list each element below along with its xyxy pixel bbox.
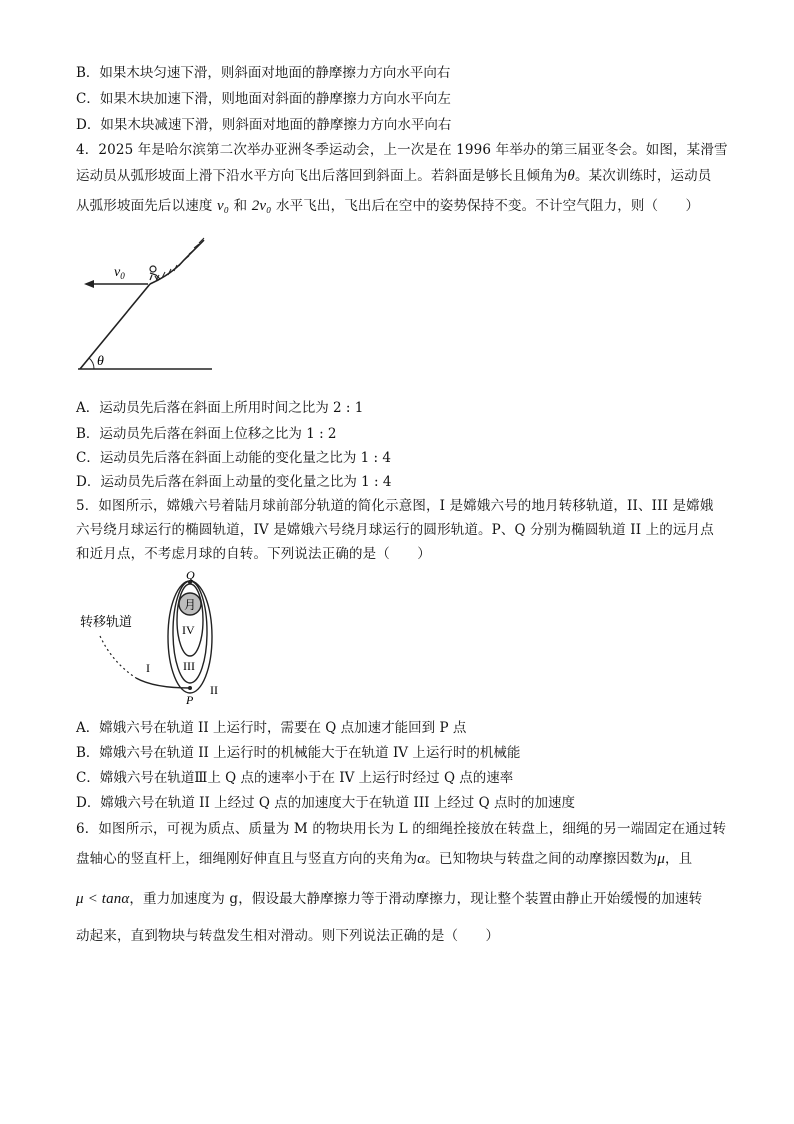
q4-arc-hatching — [156, 238, 204, 281]
orbit-i — [136, 678, 190, 688]
q6-stem-line1: 6．如图所示，可视为质点、质量为 M 的物块用长为 L 的细绳拴接放在转盘上，细绳的另一端固定在通过转 — [76, 821, 727, 837]
orbit-i-label: I — [146, 661, 150, 675]
q5-stem-line1: 5．如图所示，嫦娥六号着陆月球前部分轨道的简化示意图，I 是嫦娥六号的地月转移轨道，II、III 是嫦娥 — [76, 498, 714, 514]
q6-inequality: μ < tanα — [76, 891, 130, 907]
arrow-head-icon — [84, 280, 94, 288]
q4-option-a: A．运动员先后落在斜面上所用时间之比为 2 : 1 — [76, 400, 364, 416]
q6-mu-symbol: μ — [657, 851, 666, 867]
q4-theta-symbol: θ — [567, 168, 575, 184]
q6-stem-line2-mid: 。已知物块与转盘之间的动摩擦因数为 — [425, 851, 658, 867]
q4-2v0-symbol: 2v₀ — [251, 198, 272, 214]
q4-angle-arc — [89, 358, 94, 369]
q4-option-c: C．运动员先后落在斜面上动能的变化量之比为 1 : 4 — [76, 450, 391, 466]
q3-option-c: C．如果木块加速下滑，则地面对斜面的静摩擦力方向水平向左 — [76, 91, 451, 107]
q4-stem-line3 — [76, 196, 699, 216]
q6-stem-line2 — [76, 849, 692, 869]
q3-option-d: D．如果木块减速下滑，则斜面对地面的静摩擦力方向水平向右 — [76, 117, 452, 133]
q5-option-c: C．嫦娥六号在轨道Ⅲ上 Q 点的速率小于在 IV 上运行时经过 Q 点的速率 — [76, 770, 514, 786]
q4-option-d: D．运动员先后落在斜面上动量的变化量之比为 1 : 4 — [76, 474, 392, 490]
q5-option-a: A．嫦娥六号在轨道 II 上运行时，需要在 Q 点加速才能回到 P 点 — [76, 720, 467, 736]
q4-stem-line3-tail: 水平飞出，飞出后在空中的姿势保持不变。不计空气阻力，则（ ） — [275, 198, 700, 214]
q3-option-b: B．如果木块匀速下滑，则斜面对地面的静摩擦力方向水平向右 — [76, 65, 451, 81]
q4-stem-line3-text: 从弧形坡面先后以速度 — [76, 198, 213, 214]
q4-stem-line2-tail: 。某次训练时，运动员 — [574, 168, 712, 184]
transfer-orbit-dashed — [100, 636, 136, 678]
q4-fig-theta-label: θ — [97, 354, 104, 369]
q5-option-b: B．嫦娥六号在轨道 II 上运行时的机械能大于在轨道 IV 上运行时的机械能 — [76, 745, 521, 761]
transfer-orbit-label: 转移轨道 — [80, 614, 133, 629]
orbit-ii-label: II — [210, 683, 218, 697]
q6-alpha-symbol: α — [417, 851, 426, 867]
point-p-dot — [188, 686, 192, 690]
q4-fig-v0-label: $v_0$ — [114, 265, 125, 281]
q6-stem-line3 — [76, 889, 702, 909]
q4-v0-symbol: v₀ — [216, 198, 230, 214]
point-p-label: P — [186, 693, 194, 707]
q5-stem-line2: 六号绕月球运行的椭圆轨道，IV 是嫦娥六号绕月球运行的圆形轨道。P、Q 分别为椭圆轨道 II 上的远月点 — [76, 522, 714, 538]
q4-incline — [80, 284, 150, 369]
q4-stem-line2-text: 运动员从弧形坡面上滑下沿水平方向飞出后落回到斜面上。若斜面是够长且倾角为 — [76, 168, 568, 184]
q5-option-d: D．嫦娥六号在轨道 II 上经过 Q 点的加速度大于在轨道 III 上经过 Q 点时的加速度 — [76, 795, 575, 811]
q5-stem-line3: 和近月点，不考虑月球的自转。下列说法正确的是（ ） — [76, 546, 431, 562]
orbit-iv-label: IV — [182, 623, 195, 637]
q4-ski-figure — [72, 232, 222, 374]
q5-orbit-figure — [74, 570, 244, 710]
q4-stem-line1: 4．2025 年是哈尔滨第二次举办亚洲冬季运动会，上一次是在 1996 年举办的第三届亚冬会。如图，某滑雪 — [76, 142, 728, 158]
q6-stem-line2-tail: ，且 — [665, 851, 693, 867]
q6-stem-line4: 动起来，直到物块与转盘发生相对滑动。则下列说法正确的是（ ） — [76, 928, 500, 944]
skier-head-icon — [150, 266, 156, 272]
q6-stem-line3-text: ，重力加速度为 g，假设最大静摩擦力等于滑动摩擦力，现让整个装置由静止开始缓慢的加速转 — [129, 891, 703, 907]
q4-stem-line2 — [76, 166, 711, 186]
q4-option-b: B．运动员先后落在斜面上位移之比为 1 : 2 — [76, 426, 337, 442]
q4-and-text: 和 — [233, 198, 248, 214]
q6-stem-line2-text: 盘轴心的竖直杆上，细绳刚好伸直且与竖直方向的夹角为 — [76, 851, 418, 867]
orbit-iii-label: III — [183, 659, 195, 673]
point-q-label: Q — [186, 570, 195, 582]
moon-label: 月 — [184, 598, 197, 612]
